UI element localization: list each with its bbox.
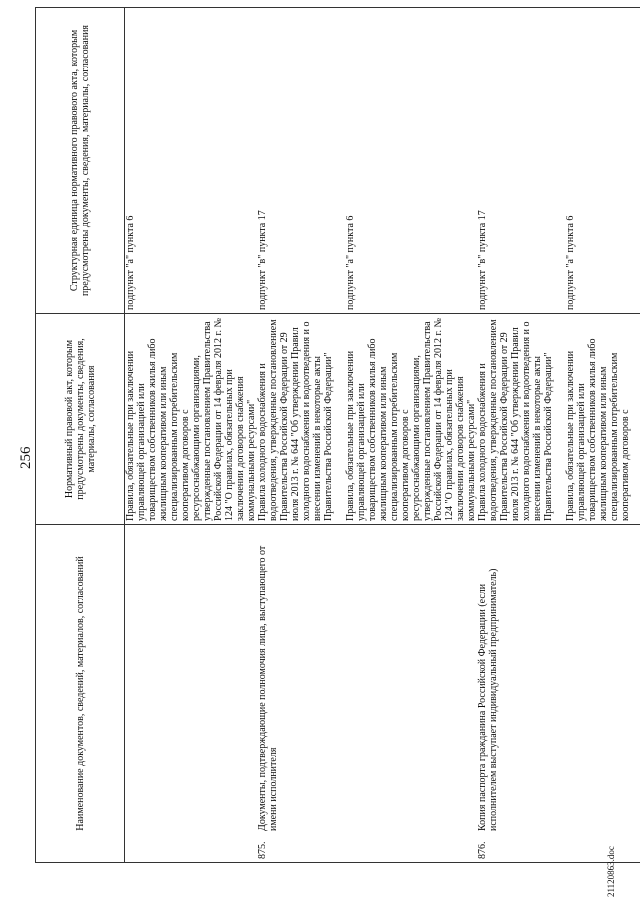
row-name-cell: [477, 525, 640, 863]
act-cell: Правила холодного водоснабжения и водоотведения, утвержденные постановлением Правительства Российской Федерации от 29 июля 2013 г. № 644 "Об утверждении Правил холодного водоснабжения и водоотведения и о внесении изменений в некоторые акты Правительства Российской Федерации": [477, 314, 565, 525]
table-row: [477, 8, 565, 863]
header-documents: Наименование документов, сведений, материалов, согласований: [36, 525, 125, 863]
documents-table: [35, 7, 640, 863]
act-cell: Правила холодного водоснабжения и водоотведения, утвержденные постановлением Правительства Российской Федерации от 29 июля 2013 г. № 644 "Об утверждении Правил холодного водоснабжения и водоотведения и о внесении изменений в некоторые акты Правительства Российской Федерации": [257, 314, 345, 525]
act-cell: Правила, обязательные при заключении управляющей организацией или товариществом собственников жилья либо жилищным кооперативом или иным специализированным потребительским кооперативом договоров с ресурсоснабжающими организациями, утвержденные постановлением Правительства Российской Федерации от 14 февраля 2012 г. № 124 "О правилах, обязательных при заключении договоров снабжения коммунальными ресурсами": [125, 314, 258, 525]
unit-cell: подпункт "а" пункта 6: [345, 8, 477, 314]
act-cell: Правила, обязательные при заключении управляющей организацией или товариществом собственников жилья либо жилищным кооперативом или иным специализированным потребительским кооперативом договоров с ресурсоснабжающими организациями, утвержденные постановлением Правительства Российской Федерации от 14 февраля 2012 г. № 124 "О правилах, обязательных при заключении договоров снабжения коммунальными ресурсами": [345, 314, 477, 525]
unit-cell: подпункт "в" пункта 17: [477, 8, 565, 314]
unit-cell: подпункт "в" пункта 17: [257, 8, 345, 314]
table-header-row: [36, 8, 125, 863]
file-name: 21120863.doc: [606, 846, 616, 897]
header-legal-act: Нормативный правовой акт, которым предусмотрены документы, сведения, материалы, согласования: [36, 314, 125, 525]
unit-cell: подпункт "а" пункта 6: [125, 8, 258, 314]
table-row: [257, 8, 345, 863]
row-name-cell: [125, 525, 258, 863]
table-row: [125, 8, 258, 863]
header-structural-unit: Структурная единица нормативного правового акта, которым предусмотрены документы, сведения, материалы, согласования: [36, 8, 125, 314]
row-name: Копия паспорта гражданина Российской Федерации (если исполнителем выступает индивидуальный предприниматель): [477, 568, 499, 831]
row-number: 875.: [257, 841, 268, 859]
row-number: 876.: [477, 841, 488, 859]
unit-cell: подпункт "а" пункта 6: [565, 8, 640, 314]
row-name-cell: [257, 525, 477, 863]
act-cell: Правила, обязательные при заключении управляющей организацией или товариществом собственников жилья либо жилищным кооперативом или иным специализированным потребительским кооперативом договоров с: [565, 314, 640, 525]
page-number: 256: [18, 446, 34, 469]
row-name: Документы, подтверждающие полномочия лица, выступающего от имени исполнителя: [257, 545, 279, 831]
